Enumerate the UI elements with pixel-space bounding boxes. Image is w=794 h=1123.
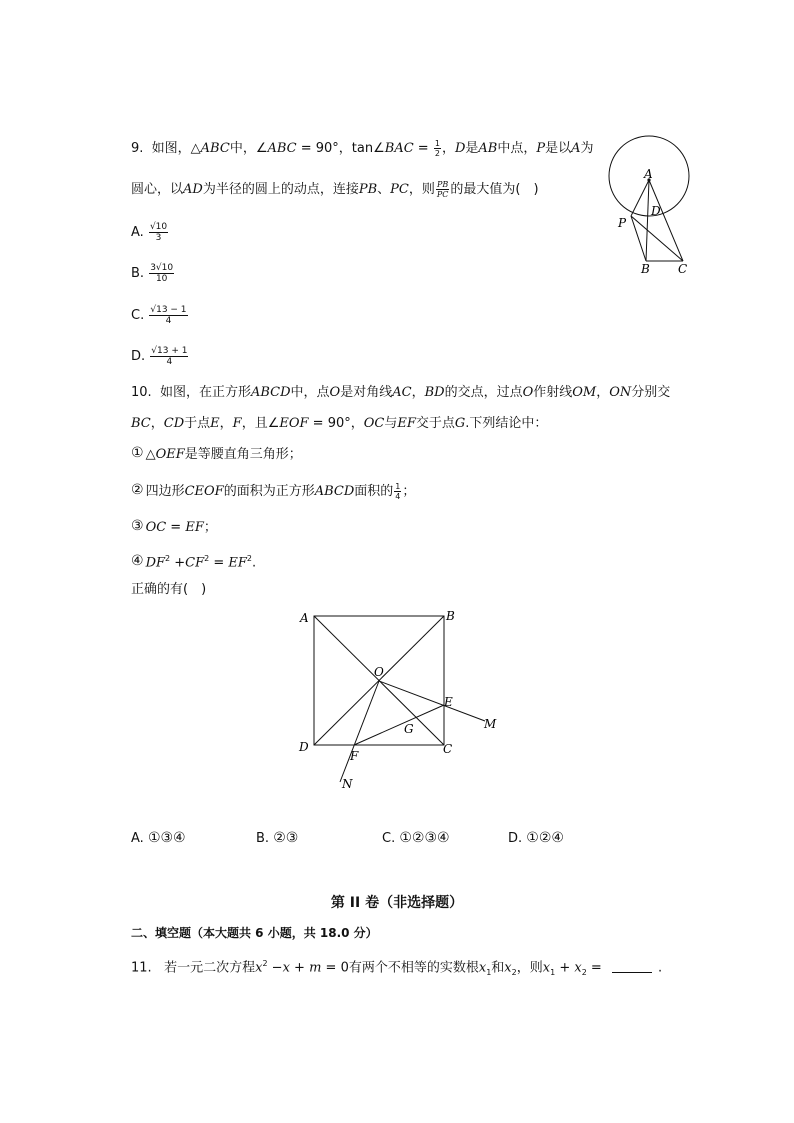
q9-option-d[interactable]: D. $\frac{√13 + 1}{4}$ [131,346,188,367]
q9-option-b[interactable]: B. $\frac{3√10}{10}$ [131,263,174,284]
q9-frac-pbpc: $\frac{PB}{PC}$ [436,180,449,199]
q10-label-d: D [299,740,309,754]
q9-label-p: P [618,216,627,230]
q10-option-d[interactable]: D. ①②④ [508,830,564,846]
q10-prompt: 正确的有( ) [131,582,207,597]
q10-statement-4: ④ $DF^2 +CF^2 = EF^2$. [131,553,257,571]
q10-option-b[interactable]: B. ②③ [256,830,299,846]
q11-stem: 11. 若一元二次方程$x^2 -x + m = 0$有两个不相等的实数根$x_1$和$x_2$，则$x_1 + x_2$ = . [131,959,663,977]
q10-ray-on [340,681,379,782]
q10-label-a: A [300,611,309,625]
part2-title: 第 II 卷（非选择题） [330,895,464,911]
q9-stem-line1: 9. 如图，△ABC中，∠ABC = 90°，tan∠BAC = $\frac{1}{2}$ ，D是AB中点，P是以A为 [131,139,594,158]
q11-number: 11. [131,960,152,976]
q10-stem-line2: BC，CD于点E，F，且∠EOF = 90°，OC与EF交于点G.下列结论中： [131,416,548,431]
q10-option-a[interactable]: A. ①③④ [131,830,186,846]
q10-statement-1: ① △OEF是等腰直角三角形； [131,445,302,462]
q10-label-n: N [342,777,353,791]
q10-label-e: E [444,695,453,709]
q10-option-c[interactable]: C. ①②③④ [382,830,450,846]
q9-stem-line2: 圆心，以AD为半径的圆上的动点，连接PB、PC，则 $\frac{PB}{PC}$ 的最大值为( ) [131,180,539,199]
q10-figure [290,600,510,800]
q11-answer-blank[interactable] [612,960,652,973]
q9-option-c[interactable]: C. $\frac{√13 - 1}{4}$ [131,305,187,326]
q10-label-b: B [446,609,455,623]
q9-option-a[interactable]: A. $\frac{√10}{3}$ [131,222,168,243]
q9-segment-pa [631,180,649,216]
q10-statement-3: ③ OC = EF； [131,518,217,535]
q9-label-b: B [641,262,650,276]
q9-figure [600,130,700,280]
q9-frac-half: $\frac{1}{2}$ [434,139,440,158]
q10-statement-2: ② 四边形CEOF的面积为正方形ABCD面积的 $\frac{1}{4}$ ； [131,482,416,501]
q9-segment-ab [646,180,649,261]
q10-label-m: M [484,717,497,731]
q10-label-g: G [404,722,414,736]
q9-segment-ac [649,180,683,261]
q10-stem-line1: 10. 如图，在正方形ABCD中，点O是对角线AC，BD的交点，过点O作射线OM，ON分别交 [131,385,671,400]
q9-label-d: D [651,204,661,218]
q9-label-a: A [644,167,653,181]
q10-label-f: F [350,749,359,763]
q9-number: 9. [131,141,144,156]
fill-in-section-header: 二、填空题（本大题共 6 小题，共 18.0 分） [131,926,378,940]
q10-number: 10. [131,385,152,400]
q10-label-c: C [443,742,453,756]
q10-label-o: O [374,665,384,679]
q9-label-c: C [678,262,688,276]
q10-ray-om [379,681,485,721]
